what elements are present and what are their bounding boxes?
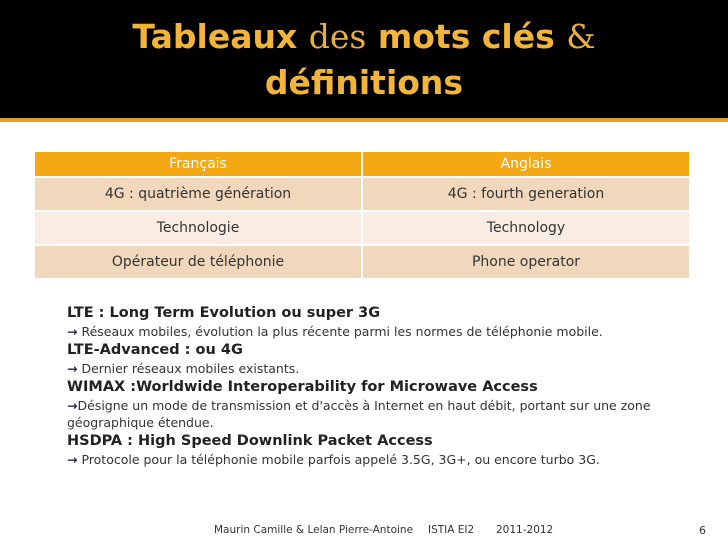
definition-description: Dernier réseaux mobiles existants. [77,361,300,376]
definition-text [67,360,687,377]
table-cell-french: Opérateur de téléphonie [35,245,362,278]
title-part-1: Tableaux [132,17,309,56]
title-part-3: mots clés [366,17,567,56]
page-number: 6 [699,524,706,537]
title-part-2: des [308,17,367,56]
definition-term: LTE-Advanced : ou 4G [67,342,243,358]
title-line-2: définitions [264,63,464,102]
table-cell-french: Technologie [35,211,362,245]
column-header-english: Anglais [362,152,689,177]
footer-school: ISTIA EI2 [428,524,475,536]
table-row [35,245,689,278]
footer-authors: Maurin Camille & Lelan Pierre-Antoine [214,524,414,536]
keywords-table [35,152,689,278]
column-header-french: Français [35,152,362,177]
table-header-row [35,152,689,177]
footer-year: 2011-2012 [496,524,554,536]
definition-text [67,397,687,431]
definition-description: Désigne un mode de transmission et d'accès à Internet en haut débit, portant sur une zone géographique étendue. [67,398,651,430]
definitions-list [67,304,687,469]
arrow-right-icon: → [67,398,78,413]
definition-term: WIMAX :Worldwide Interoperability for Microwave Access [67,379,538,395]
table-cell-french: 4G : quatrième génération [35,177,362,211]
table-cell-english: Phone operator [362,245,689,278]
arrow-right-icon: → [67,452,78,467]
slide-footer [0,520,728,540]
title-band [0,0,728,118]
table-row [35,177,689,211]
definition-description: Réseaux mobiles, évolution la plus récente parmi les normes de téléphonie mobile. [77,324,603,339]
definition-term: HSDPA : High Speed Downlink Packet Access [67,433,433,449]
definition-description: Protocole pour la téléphonie mobile parfois appelé 3.5G, 3G+, ou encore turbo 3G. [77,452,600,467]
table-cell-english: 4G : fourth generation [362,177,689,211]
table-row [35,211,689,245]
title-divider [0,118,728,122]
title-part-4: & [566,17,596,56]
arrow-right-icon: → [67,324,78,339]
slide-title [60,14,668,106]
definition-term: LTE : Long Term Evolution ou super 3G [67,305,381,321]
definition-text [67,323,687,340]
table-cell-english: Technology [362,211,689,245]
definition-text [67,451,687,468]
arrow-right-icon: → [67,361,78,376]
